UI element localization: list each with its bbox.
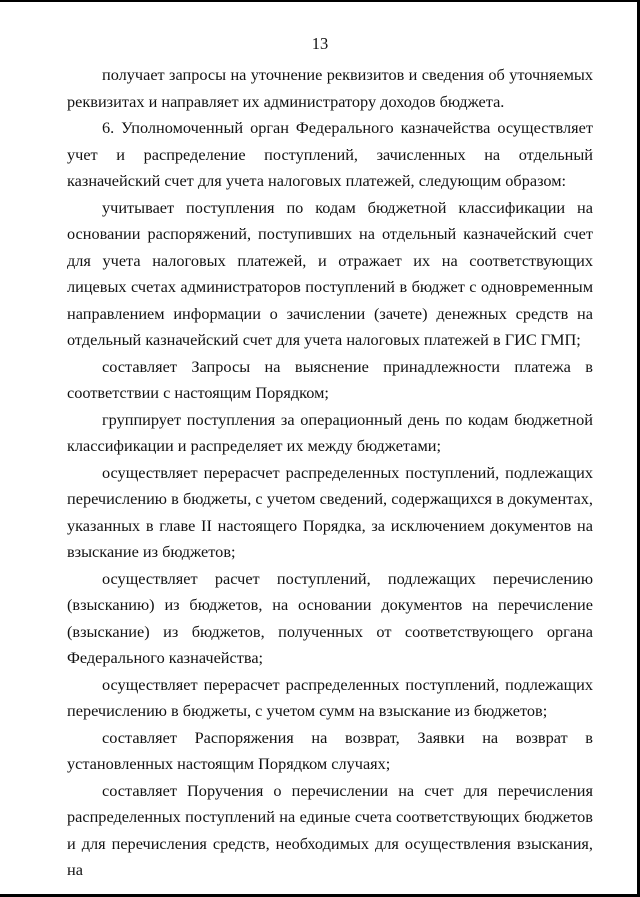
scan-border-top: [0, 0, 640, 2]
paragraph-recalculation: осуществляет перерасчет распределенных поступлений, подлежащих перечислению в бюджеты, с учетом сведений, содержащихся в документах, указанных в главе II настоящего Порядка, за исключением документов на взыскание из бюджетов;: [67, 462, 593, 561]
paragraph-continuation: получает запросы на уточнение реквизитов и сведения об уточняемых реквизитах и направляет их администратору доходов бюджета.: [67, 65, 593, 111]
paragraph-accounting: учитывает поступления по кодам бюджетной классификации на основании распоряжений, поступивших на отдельный казначейский счет для учета налоговых платежей, и отражает их на соответствующих лицевых счетах администраторов поступлений в бюджет с одновременным направлением информации о зачислении (зачете) денежных средств на отдельный казначейский счет для учета налоговых платежей в ГИС ГМП;: [67, 197, 593, 349]
paragraph-requests: составляет Запросы на выяснение принадлежности платежа в соответствии с настоящим Порядком;: [67, 356, 593, 402]
document-body: [67, 62, 593, 884]
paragraph-grouping: группирует поступления за операционный день по кодам бюджетной классификации и распределяет их между бюджетами;: [67, 409, 593, 455]
paragraph-recalculation-recovery: осуществляет перерасчет распределенных поступлений, подлежащих перечислению в бюджеты, с учетом сумм на взыскание из бюджетов;: [67, 674, 593, 720]
paragraph-section-6: 6. Уполномоченный орган Федерального казначейства осуществляет учет и распределение поступлений, зачисленных на отдельный казначейский счет для учета налоговых платежей, следующим образом:: [67, 118, 593, 190]
paragraph-transfer-orders: составляет Поручения о перечислении на счет для перечисления распределенных поступлений на единые счета соответствующих бюджетов и для перечисления средств, необходимых для осуществления взыскания, на: [67, 780, 593, 879]
paragraph-calculation: осуществляет расчет поступлений, подлежащих перечислению (взысканию) из бюджетов, на основании документов на перечисление (взыскание) из бюджетов, полученных от соответствующего органа Федерального казначейства;: [67, 568, 593, 667]
paragraph-refund-orders: составляет Распоряжения на возврат, Заявки на возврат в установленных настоящим Порядком случаях;: [67, 727, 593, 773]
page-number: 13: [311, 34, 329, 53]
